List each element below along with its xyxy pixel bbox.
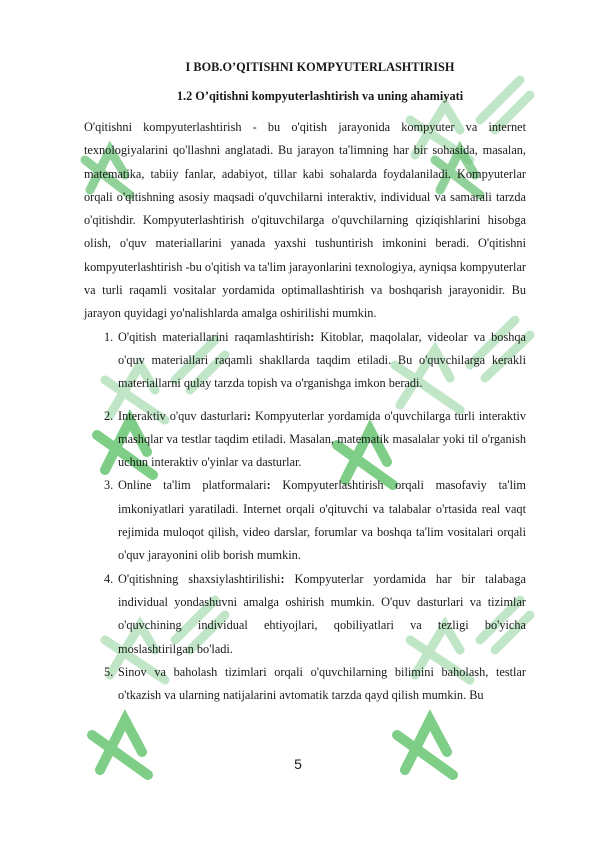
- term-colon: :: [246, 408, 252, 423]
- list-item-text: Kompyuterlashtirish orqali masofaviy ta'lim imkoniyatlari yaratiladi. Internet orqali o'qituvchi va talabalar o'rtasida real vaqt rejimida muloqot qilish, video darslar, forumlar va boshqa ta'lim vositalari orqali o'quv jarayonini olib borish mumkin.: [118, 478, 526, 563]
- list-item-term: Interaktiv o'quv dasturlari: [118, 408, 247, 423]
- watermark-logo: [80, 700, 170, 790]
- list-item-text: Kompyuterlar yordamida o'quvchilarga turli interaktiv mashqlar va testlar taqdim etiladi. Masalan, matematik masalalar yoki til o'rganish uchun interaktiv o'yinlar va dasturlar.: [118, 408, 526, 470]
- list-number: 1.: [104, 329, 114, 344]
- list-item-term: O'qitish materiallarini raqamlashtirish: [118, 329, 311, 344]
- intro-paragraph: O'qitishni kompyuterlashtirish - bu o'qitish jarayonida kompyuter va internet texnologiyalarini qo'llashni anglatadi. Bu jarayon ta'limning har bir sohasida, masalan, matematika, tabiiy fanlar, adabiyot, tillar kabi sohalarda foydalaniladi. Kompyuterlar orqali o'qitishning asosiy maqsadi o'quvchilarni interaktiv, individual va samarali tarzda o'qitishdir. Kompyuterlashtirish o'qituvchilarga o'quvchilarning qiziqishlarini hisobga olish, o'quv materiallarini yanada yaxshi tushuntirish imkonini beradi. O'qitishni kompyuterlashtirish -bu o'qitish va ta'lim jarayonlarini texnologiya, ayniqsa kompyuterlar va turli raqamli vositalar yordamida optimallashtirish va boshqarish jarayonidir. Bu jarayon quyidagi yo'nalishlarda amalga oshirilishi mumkin.: [84, 120, 526, 321]
- term-colon: :: [280, 571, 285, 586]
- list-item: [84, 405, 526, 475]
- list-item-term: O'qitishning shaxsiylashtirilishi: [118, 571, 281, 586]
- list-number: 3.: [104, 478, 114, 493]
- numbered-list: [84, 326, 526, 708]
- term-colon: :: [266, 478, 271, 493]
- list-item: [84, 568, 526, 661]
- list-item-term: Sinov va baholash tizimlari orqali o'quvchilarning bilimini baholash, testlar o'tkazish va ularning natijalarini avtomatik tarzda qayd qilish mumkin. Bu: [118, 664, 526, 703]
- list-item-text: Kitoblar, maqolalar, videolar va boshqa o'quv materiallari raqamli shakllarda taqdim etiladi. Bu o'quvchilarga kerakli materiallarni qulay tarzda topish va o'rganishga imkon beradi.: [118, 329, 526, 391]
- section-title: 1.2 O’qitishni kompyuterlashtirish va uning ahamiyati: [176, 89, 464, 103]
- list-item-text: Kompyuterlar yordamida har bir talabaga individual yondashuvni amalga oshirish mumkin. O'quv dasturlari va tizimlar o'quvchining individual ehtiyojlari, qobiliyatlari va tezligi bo'yicha moslashtirilgan bo'ladi.: [118, 571, 526, 656]
- list-item: [84, 326, 526, 396]
- list-item: [84, 474, 526, 567]
- list-item-term: Online ta'lim platformalari: [118, 478, 267, 493]
- watermark-logo: [385, 700, 475, 790]
- document-body: [84, 56, 526, 707]
- list-number: 5.: [104, 664, 114, 679]
- list-number: 2.: [104, 408, 114, 423]
- chapter-title: I BOB.O’QITISHNI KOMPYUTERLASHTIRISH: [185, 60, 455, 74]
- page-number: 5: [294, 756, 302, 772]
- list-number: 4.: [104, 571, 114, 586]
- list-item: [84, 661, 526, 708]
- term-colon: :: [310, 329, 315, 344]
